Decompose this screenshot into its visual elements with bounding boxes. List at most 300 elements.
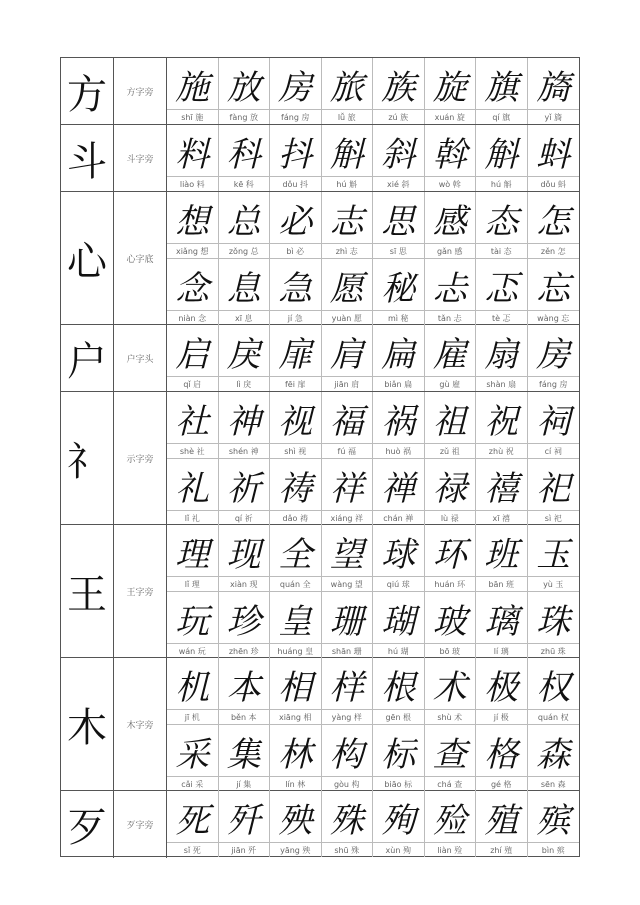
pinyin-label: lǐ 礼 xyxy=(167,510,218,525)
pinyin-label: yǐ 旖 xyxy=(528,109,580,124)
calligraphy-character: 福 xyxy=(329,401,364,442)
character-cell xyxy=(476,658,528,724)
character-cell xyxy=(219,125,271,191)
character-cell xyxy=(425,58,477,124)
character-cell xyxy=(373,658,425,724)
calligraphy-character: 思 xyxy=(381,201,416,242)
calligraphy-character: 施 xyxy=(175,67,210,108)
pinyin-label: gǎn 感 xyxy=(425,243,476,258)
pinyin-label: hú 斛 xyxy=(322,176,373,191)
radical-name: 心字底 xyxy=(114,192,167,324)
pinyin-label: cǎi 采 xyxy=(167,776,218,791)
character-row xyxy=(167,125,579,191)
calligraphy-character: 雇 xyxy=(432,334,467,375)
character-cell xyxy=(270,658,322,724)
character-cell xyxy=(167,125,219,191)
character-cell xyxy=(425,791,477,857)
character-cell xyxy=(219,259,271,325)
pinyin-label: biāo 标 xyxy=(373,776,424,791)
calligraphy-character: 环 xyxy=(432,534,467,575)
character-cell xyxy=(373,392,425,458)
radical-group xyxy=(61,125,579,192)
character-cell xyxy=(373,791,425,857)
character-cell xyxy=(425,259,477,325)
character-cell xyxy=(167,392,219,458)
character-cell xyxy=(167,58,219,124)
pinyin-label: bān 班 xyxy=(476,576,527,591)
calligraphy-character: 珍 xyxy=(226,601,261,642)
pinyin-label: shàn 扇 xyxy=(476,376,527,391)
character-cell xyxy=(322,725,374,791)
pinyin-label: gòu 构 xyxy=(322,776,373,791)
character-cell xyxy=(219,525,271,591)
pinyin-label: gēn 根 xyxy=(373,709,424,724)
pinyin-label: gé 格 xyxy=(476,776,527,791)
pinyin-label: xiǎng 想 xyxy=(167,243,218,258)
calligraphy-character: 祷 xyxy=(278,468,313,509)
character-cell xyxy=(322,791,374,857)
calligraphy-character: 祈 xyxy=(226,468,261,509)
radical-name: 王字旁 xyxy=(114,525,167,657)
calligraphy-character: 祠 xyxy=(536,401,571,442)
pinyin-label: lì 戾 xyxy=(219,376,270,391)
calligraphy-character: 祥 xyxy=(329,468,364,509)
calligraphy-character: 感 xyxy=(432,201,467,242)
calligraphy-character: 森 xyxy=(536,734,571,775)
pinyin-label: yù 玉 xyxy=(528,576,580,591)
pinyin-label: dǎo 祷 xyxy=(270,510,321,525)
character-cell xyxy=(270,725,322,791)
character-row xyxy=(167,325,579,391)
character-cell xyxy=(528,392,580,458)
character-cell xyxy=(270,259,322,325)
calligraphy-character: 本 xyxy=(226,667,261,708)
calligraphy-character: 房 xyxy=(536,334,571,375)
pinyin-label: qǐ 启 xyxy=(167,376,218,391)
calligraphy-character: 现 xyxy=(226,534,261,575)
radical-group xyxy=(61,658,579,791)
character-cell xyxy=(373,259,425,325)
calligraphy-character: 斜 xyxy=(381,134,416,175)
character-cell xyxy=(425,392,477,458)
calligraphy-character: 班 xyxy=(484,534,519,575)
character-cell xyxy=(425,525,477,591)
character-cell xyxy=(270,791,322,857)
calligraphy-character: 玩 xyxy=(175,601,210,642)
radical-character: 木 xyxy=(61,658,114,790)
pinyin-label: sǐ 死 xyxy=(167,842,218,857)
radical-name: 斗字旁 xyxy=(114,125,167,191)
pinyin-label: shī 施 xyxy=(167,109,218,124)
radical-name: 方字旁 xyxy=(114,58,167,124)
character-cell xyxy=(322,525,374,591)
calligraphy-character: 理 xyxy=(175,534,210,575)
character-cell xyxy=(476,791,528,857)
character-cell xyxy=(528,725,580,791)
character-cell xyxy=(219,592,271,658)
character-cell xyxy=(425,592,477,658)
pinyin-label: mì 秘 xyxy=(373,310,424,325)
character-cell xyxy=(219,58,271,124)
pinyin-label: bō 玻 xyxy=(425,643,476,658)
pinyin-label: xié 斜 xyxy=(373,176,424,191)
calligraphy-character: 珠 xyxy=(536,601,571,642)
pinyin-label: kē 科 xyxy=(219,176,270,191)
character-cell xyxy=(476,192,528,258)
pinyin-label: dǒu 蚪 xyxy=(528,176,580,191)
character-cell xyxy=(322,392,374,458)
pinyin-label: huáng 皇 xyxy=(270,643,321,658)
calligraphy-character: 殓 xyxy=(432,800,467,841)
character-cell xyxy=(167,259,219,325)
character-cell xyxy=(476,525,528,591)
calligraphy-character: 球 xyxy=(381,534,416,575)
calligraphy-character: 样 xyxy=(329,667,364,708)
calligraphy-character: 禅 xyxy=(381,468,416,509)
pinyin-label: zhū 珠 xyxy=(528,643,580,658)
calligraphy-character: 斛 xyxy=(329,134,364,175)
character-cell xyxy=(425,125,477,191)
calligraphy-character: 皇 xyxy=(278,601,313,642)
calligraphy-character: 忘 xyxy=(536,268,571,309)
pinyin-label: wàng 望 xyxy=(322,576,373,591)
character-row xyxy=(167,458,579,525)
character-cell xyxy=(219,725,271,791)
calligraphy-character: 殊 xyxy=(329,800,364,841)
character-cell xyxy=(425,192,477,258)
character-cell xyxy=(528,592,580,658)
calligraphy-character: 科 xyxy=(226,134,261,175)
calligraphy-character: 息 xyxy=(226,268,261,309)
character-cell xyxy=(425,459,477,525)
calligraphy-character: 蚪 xyxy=(536,134,571,175)
pinyin-label: jiān 肩 xyxy=(322,376,373,391)
character-cell xyxy=(167,525,219,591)
calligraphy-character: 怎 xyxy=(536,201,571,242)
radical-character: 歹 xyxy=(61,791,114,858)
pinyin-label: huán 环 xyxy=(425,576,476,591)
pinyin-label: zǔ 祖 xyxy=(425,443,476,458)
pinyin-label: zhù 祝 xyxy=(476,443,527,458)
calligraphy-character: 戾 xyxy=(226,334,261,375)
pinyin-label: shū 殊 xyxy=(322,842,373,857)
character-row xyxy=(167,591,579,658)
character-cell xyxy=(219,192,271,258)
radical-name: 木字旁 xyxy=(114,658,167,790)
character-cell xyxy=(476,325,528,391)
calligraphy-character: 望 xyxy=(329,534,364,575)
pinyin-label: dǒu 抖 xyxy=(270,176,321,191)
radical-character: 斗 xyxy=(61,125,114,191)
calligraphy-character: 禄 xyxy=(432,468,467,509)
character-cell xyxy=(476,58,528,124)
character-cell xyxy=(373,592,425,658)
calligraphy-character: 殃 xyxy=(278,800,313,841)
calligraphy-character: 旗 xyxy=(484,67,519,108)
character-cell xyxy=(528,459,580,525)
character-cell xyxy=(322,58,374,124)
calligraphy-character: 祸 xyxy=(381,401,416,442)
calligraphy-character: 术 xyxy=(432,667,467,708)
calligraphy-character: 玉 xyxy=(536,534,571,575)
character-cell xyxy=(476,592,528,658)
character-cell xyxy=(167,791,219,857)
character-cell xyxy=(270,525,322,591)
radical-name: 户字头 xyxy=(114,325,167,391)
calligraphy-character: 族 xyxy=(381,67,416,108)
radical-name: 歹字旁 xyxy=(114,791,167,858)
calligraphy-character: 放 xyxy=(226,67,261,108)
character-cell xyxy=(167,192,219,258)
radical-group xyxy=(61,392,579,525)
character-cell xyxy=(219,325,271,391)
calligraphy-character: 祖 xyxy=(432,401,467,442)
pinyin-label: jí 极 xyxy=(476,709,527,724)
character-cell xyxy=(270,58,322,124)
character-cell xyxy=(270,325,322,391)
character-cell xyxy=(476,725,528,791)
character-cell xyxy=(270,592,322,658)
pinyin-label: xiáng 祥 xyxy=(322,510,373,525)
character-row xyxy=(167,791,579,857)
radical-group xyxy=(61,192,579,325)
calligraphy-character: 全 xyxy=(278,534,313,575)
calligraphy-character: 祀 xyxy=(536,468,571,509)
calligraphy-character: 采 xyxy=(175,734,210,775)
calligraphy-character: 忑 xyxy=(484,268,519,309)
pinyin-label: běn 本 xyxy=(219,709,270,724)
character-cell xyxy=(528,259,580,325)
pinyin-label: quán 全 xyxy=(270,576,321,591)
character-cell xyxy=(373,459,425,525)
calligraphy-character: 旖 xyxy=(536,67,571,108)
character-cell xyxy=(219,392,271,458)
pinyin-label: shè 社 xyxy=(167,443,218,458)
calligraphy-character: 旅 xyxy=(329,67,364,108)
calligraphy-character: 总 xyxy=(226,201,261,242)
pinyin-label: wàng 忘 xyxy=(528,310,580,325)
character-cell xyxy=(167,325,219,391)
calligraphy-character: 想 xyxy=(175,201,210,242)
calligraphy-character: 林 xyxy=(278,734,313,775)
calligraphy-character: 启 xyxy=(175,334,210,375)
character-cell xyxy=(528,525,580,591)
pinyin-label: liào 料 xyxy=(167,176,218,191)
character-cell xyxy=(528,325,580,391)
pinyin-label: shù 术 xyxy=(425,709,476,724)
pinyin-label: liàn 殓 xyxy=(425,842,476,857)
pinyin-label: jī 机 xyxy=(167,709,218,724)
pinyin-label: sī 思 xyxy=(373,243,424,258)
pinyin-label: zěn 怎 xyxy=(528,243,580,258)
character-row xyxy=(167,525,579,591)
pinyin-label: lù 禄 xyxy=(425,510,476,525)
character-cell xyxy=(476,259,528,325)
calligraphy-character: 珊 xyxy=(329,601,364,642)
calligraphy-character: 愿 xyxy=(329,268,364,309)
calligraphy-character: 标 xyxy=(381,734,416,775)
radical-character: 礻 xyxy=(61,392,114,524)
pinyin-label: xī 禧 xyxy=(476,510,527,525)
pinyin-label: fáng 房 xyxy=(270,109,321,124)
character-cell xyxy=(322,658,374,724)
character-row xyxy=(167,258,579,325)
character-cell xyxy=(167,459,219,525)
calligraphy-character: 忐 xyxy=(432,268,467,309)
calligraphy-character: 歼 xyxy=(226,800,261,841)
pinyin-label: lǐ 理 xyxy=(167,576,218,591)
character-cell xyxy=(425,725,477,791)
pinyin-label: qí 旗 xyxy=(476,109,527,124)
character-cell xyxy=(476,125,528,191)
calligraphy-character: 璃 xyxy=(484,601,519,642)
character-row xyxy=(167,192,579,258)
pinyin-label: niàn 念 xyxy=(167,310,218,325)
pinyin-label: qiú 球 xyxy=(373,576,424,591)
character-cell xyxy=(322,125,374,191)
calligraphy-character: 相 xyxy=(278,667,313,708)
pinyin-label: chán 禅 xyxy=(373,510,424,525)
calligraphy-character: 房 xyxy=(278,67,313,108)
pinyin-label: zhí 殖 xyxy=(476,842,527,857)
character-cell xyxy=(322,459,374,525)
character-cell xyxy=(219,658,271,724)
character-row xyxy=(167,658,579,724)
pinyin-label: wán 玩 xyxy=(167,643,218,658)
pinyin-label: yuàn 愿 xyxy=(322,310,373,325)
pinyin-label: xī 息 xyxy=(219,310,270,325)
radical-name: 示字旁 xyxy=(114,392,167,524)
calligraphy-character: 机 xyxy=(175,667,210,708)
pinyin-label: hú 瑚 xyxy=(373,643,424,658)
calligraphy-character: 神 xyxy=(226,401,261,442)
calligraphy-character: 态 xyxy=(484,201,519,242)
character-cell xyxy=(528,192,580,258)
pinyin-label: sì 祀 xyxy=(528,510,580,525)
calligraphy-character: 肩 xyxy=(329,334,364,375)
radical-practice-sheet xyxy=(60,57,580,857)
radical-group xyxy=(61,325,579,392)
calligraphy-character: 急 xyxy=(278,268,313,309)
pinyin-label: fēi 扉 xyxy=(270,376,321,391)
pinyin-label: xiàn 现 xyxy=(219,576,270,591)
calligraphy-character: 扉 xyxy=(278,334,313,375)
calligraphy-character: 念 xyxy=(175,268,210,309)
character-cell xyxy=(528,125,580,191)
pinyin-label: yàng 样 xyxy=(322,709,373,724)
pinyin-label: gù 雇 xyxy=(425,376,476,391)
calligraphy-character: 殖 xyxy=(484,800,519,841)
radical-group xyxy=(61,525,579,658)
calligraphy-character: 必 xyxy=(278,201,313,242)
calligraphy-character: 斛 xyxy=(484,134,519,175)
radical-character: 方 xyxy=(61,58,114,124)
calligraphy-character: 扁 xyxy=(381,334,416,375)
calligraphy-character: 抖 xyxy=(278,134,313,175)
pinyin-label: tè 忑 xyxy=(476,310,527,325)
pinyin-label: zǒng 总 xyxy=(219,243,270,258)
character-cell xyxy=(167,592,219,658)
pinyin-label: fú 福 xyxy=(322,443,373,458)
calligraphy-character: 权 xyxy=(536,667,571,708)
character-cell xyxy=(167,658,219,724)
pinyin-label: shén 神 xyxy=(219,443,270,458)
pinyin-label: qí 祈 xyxy=(219,510,270,525)
calligraphy-character: 斡 xyxy=(432,134,467,175)
radical-character: 王 xyxy=(61,525,114,657)
character-cell xyxy=(476,392,528,458)
calligraphy-character: 极 xyxy=(484,667,519,708)
character-cell xyxy=(270,192,322,258)
calligraphy-character: 构 xyxy=(329,734,364,775)
calligraphy-character: 志 xyxy=(329,201,364,242)
calligraphy-character: 料 xyxy=(175,134,210,175)
pinyin-label: bì 必 xyxy=(270,243,321,258)
character-cell xyxy=(373,725,425,791)
pinyin-label: lí 璃 xyxy=(476,643,527,658)
character-row xyxy=(167,58,579,124)
pinyin-label: jiān 歼 xyxy=(219,842,270,857)
character-row xyxy=(167,392,579,458)
pinyin-label: bìn 殡 xyxy=(528,842,580,857)
radical-group xyxy=(61,791,579,858)
pinyin-label: fáng 房 xyxy=(528,376,580,391)
calligraphy-character: 祝 xyxy=(484,401,519,442)
pinyin-label: shān 珊 xyxy=(322,643,373,658)
pinyin-label: yāng 殃 xyxy=(270,842,321,857)
character-cell xyxy=(322,192,374,258)
calligraphy-character: 扇 xyxy=(484,334,519,375)
character-cell xyxy=(322,592,374,658)
pinyin-label: xùn 殉 xyxy=(373,842,424,857)
pinyin-label: jí 集 xyxy=(219,776,270,791)
character-cell xyxy=(425,325,477,391)
calligraphy-character: 根 xyxy=(381,667,416,708)
character-cell xyxy=(528,658,580,724)
character-cell xyxy=(270,459,322,525)
character-cell xyxy=(270,125,322,191)
character-cell xyxy=(322,259,374,325)
pinyin-label: sēn 森 xyxy=(528,776,580,791)
calligraphy-character: 礼 xyxy=(175,468,210,509)
radical-group xyxy=(61,58,579,125)
pinyin-label: huò 祸 xyxy=(373,443,424,458)
pinyin-label: biǎn 扁 xyxy=(373,376,424,391)
character-cell xyxy=(322,325,374,391)
pinyin-label: zú 族 xyxy=(373,109,424,124)
character-row xyxy=(167,724,579,791)
character-cell xyxy=(373,125,425,191)
calligraphy-character: 集 xyxy=(226,734,261,775)
pinyin-label: lǚ 旅 xyxy=(322,109,373,124)
character-cell xyxy=(219,791,271,857)
pinyin-label: tǎn 忐 xyxy=(425,310,476,325)
calligraphy-character: 瑚 xyxy=(381,601,416,642)
pinyin-label: chá 查 xyxy=(425,776,476,791)
pinyin-label: tài 态 xyxy=(476,243,527,258)
pinyin-label: xuán 旋 xyxy=(425,109,476,124)
character-cell xyxy=(528,791,580,857)
calligraphy-character: 格 xyxy=(484,734,519,775)
radical-character: 心 xyxy=(61,192,114,324)
calligraphy-character: 视 xyxy=(278,401,313,442)
radical-character: 户 xyxy=(61,325,114,391)
pinyin-label: hú 斛 xyxy=(476,176,527,191)
calligraphy-character: 社 xyxy=(175,401,210,442)
calligraphy-character: 玻 xyxy=(432,601,467,642)
pinyin-label: zhēn 珍 xyxy=(219,643,270,658)
pinyin-label: xiāng 相 xyxy=(270,709,321,724)
